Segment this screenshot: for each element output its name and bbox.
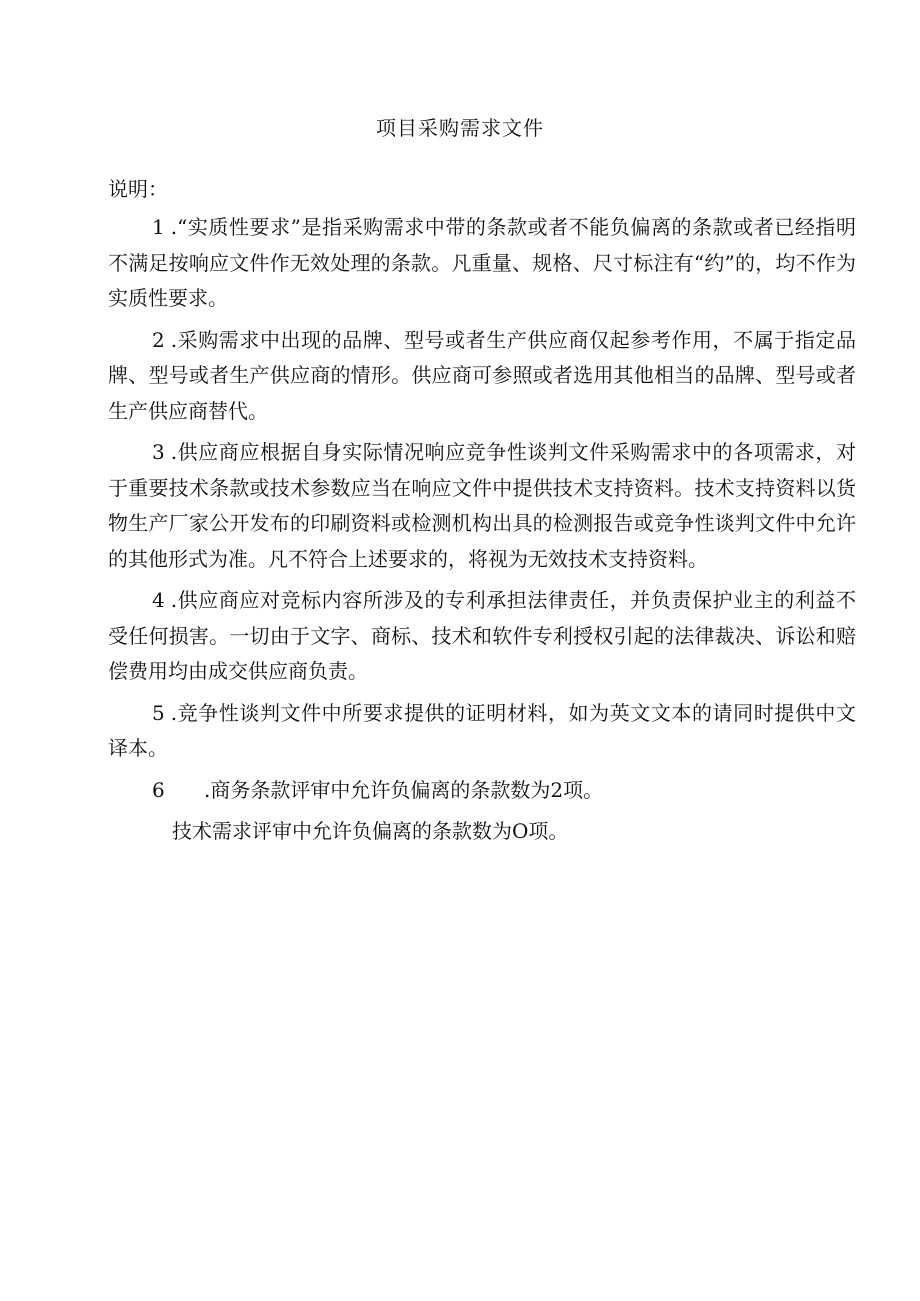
item-text: .“实质性要求”是指采购需求中带的条款或者不能负偏离的条款或者已经指明不满足按响应文件作无效处理的条款。凡重量、规格、尺寸标注有“约”的，均不作为实质性要求。 xyxy=(108,215,856,310)
note-item-4 xyxy=(108,583,856,690)
item-number: 3 xyxy=(152,440,165,464)
item-number: 2 xyxy=(152,327,165,352)
note-item-3 xyxy=(108,435,856,577)
item-text: .商务条款评审中允许负偏离的条款数为2项。 xyxy=(204,777,604,802)
note-label: 说明： xyxy=(108,177,168,201)
note-item-5 xyxy=(108,696,856,767)
item-number: 4 xyxy=(152,588,165,612)
item-number: 1 xyxy=(152,215,165,239)
note-item-1 xyxy=(108,210,856,317)
item-text: .竞争性谈判文件中所要求提供的证明材料，如为英文文本的请同时提供中文译本。 xyxy=(108,700,856,760)
note-item-6 xyxy=(108,773,856,809)
item-text: .采购需求中出现的品牌、型号或者生产供应商仅起参考作用，不属于指定品牌、型号或者生产供应商的情形。供应商可参照或者选用其他相当的品牌、型号或者生产供应商替代。 xyxy=(108,327,856,423)
note-body xyxy=(108,210,856,850)
document-title: 项目采购需求文件 xyxy=(376,116,544,140)
item-number: 5 xyxy=(152,700,165,725)
note-item-6-sub: 技术需求评审中允许负偏离的条款数为O项。 xyxy=(172,819,569,843)
item-number: 6 xyxy=(152,777,165,802)
item-text: .供应商应对竞标内容所涉及的专利承担法律责任，并负责保护业主的利益不受任何损害。一切由于文字、商标、技术和软件专利授权引起的法律裁决、诉讼和赔偿费用均由成交供应商负责。 xyxy=(108,588,856,683)
item-text: .供应商应根据自身实际情况响应竞争性谈判文件采购需求中的各项需求，对于重要技术条款或技术参数应当在响应文件中提供技术支持资料。技术支持资料以货物生产厂家公开发布的印刷资料或检测机构出具的检测报告或竞争性谈判文件中允许的其他形式为准。凡不符合上述要求的，将视为无效技术支持资料。 xyxy=(108,440,856,571)
note-item-2 xyxy=(108,323,856,430)
